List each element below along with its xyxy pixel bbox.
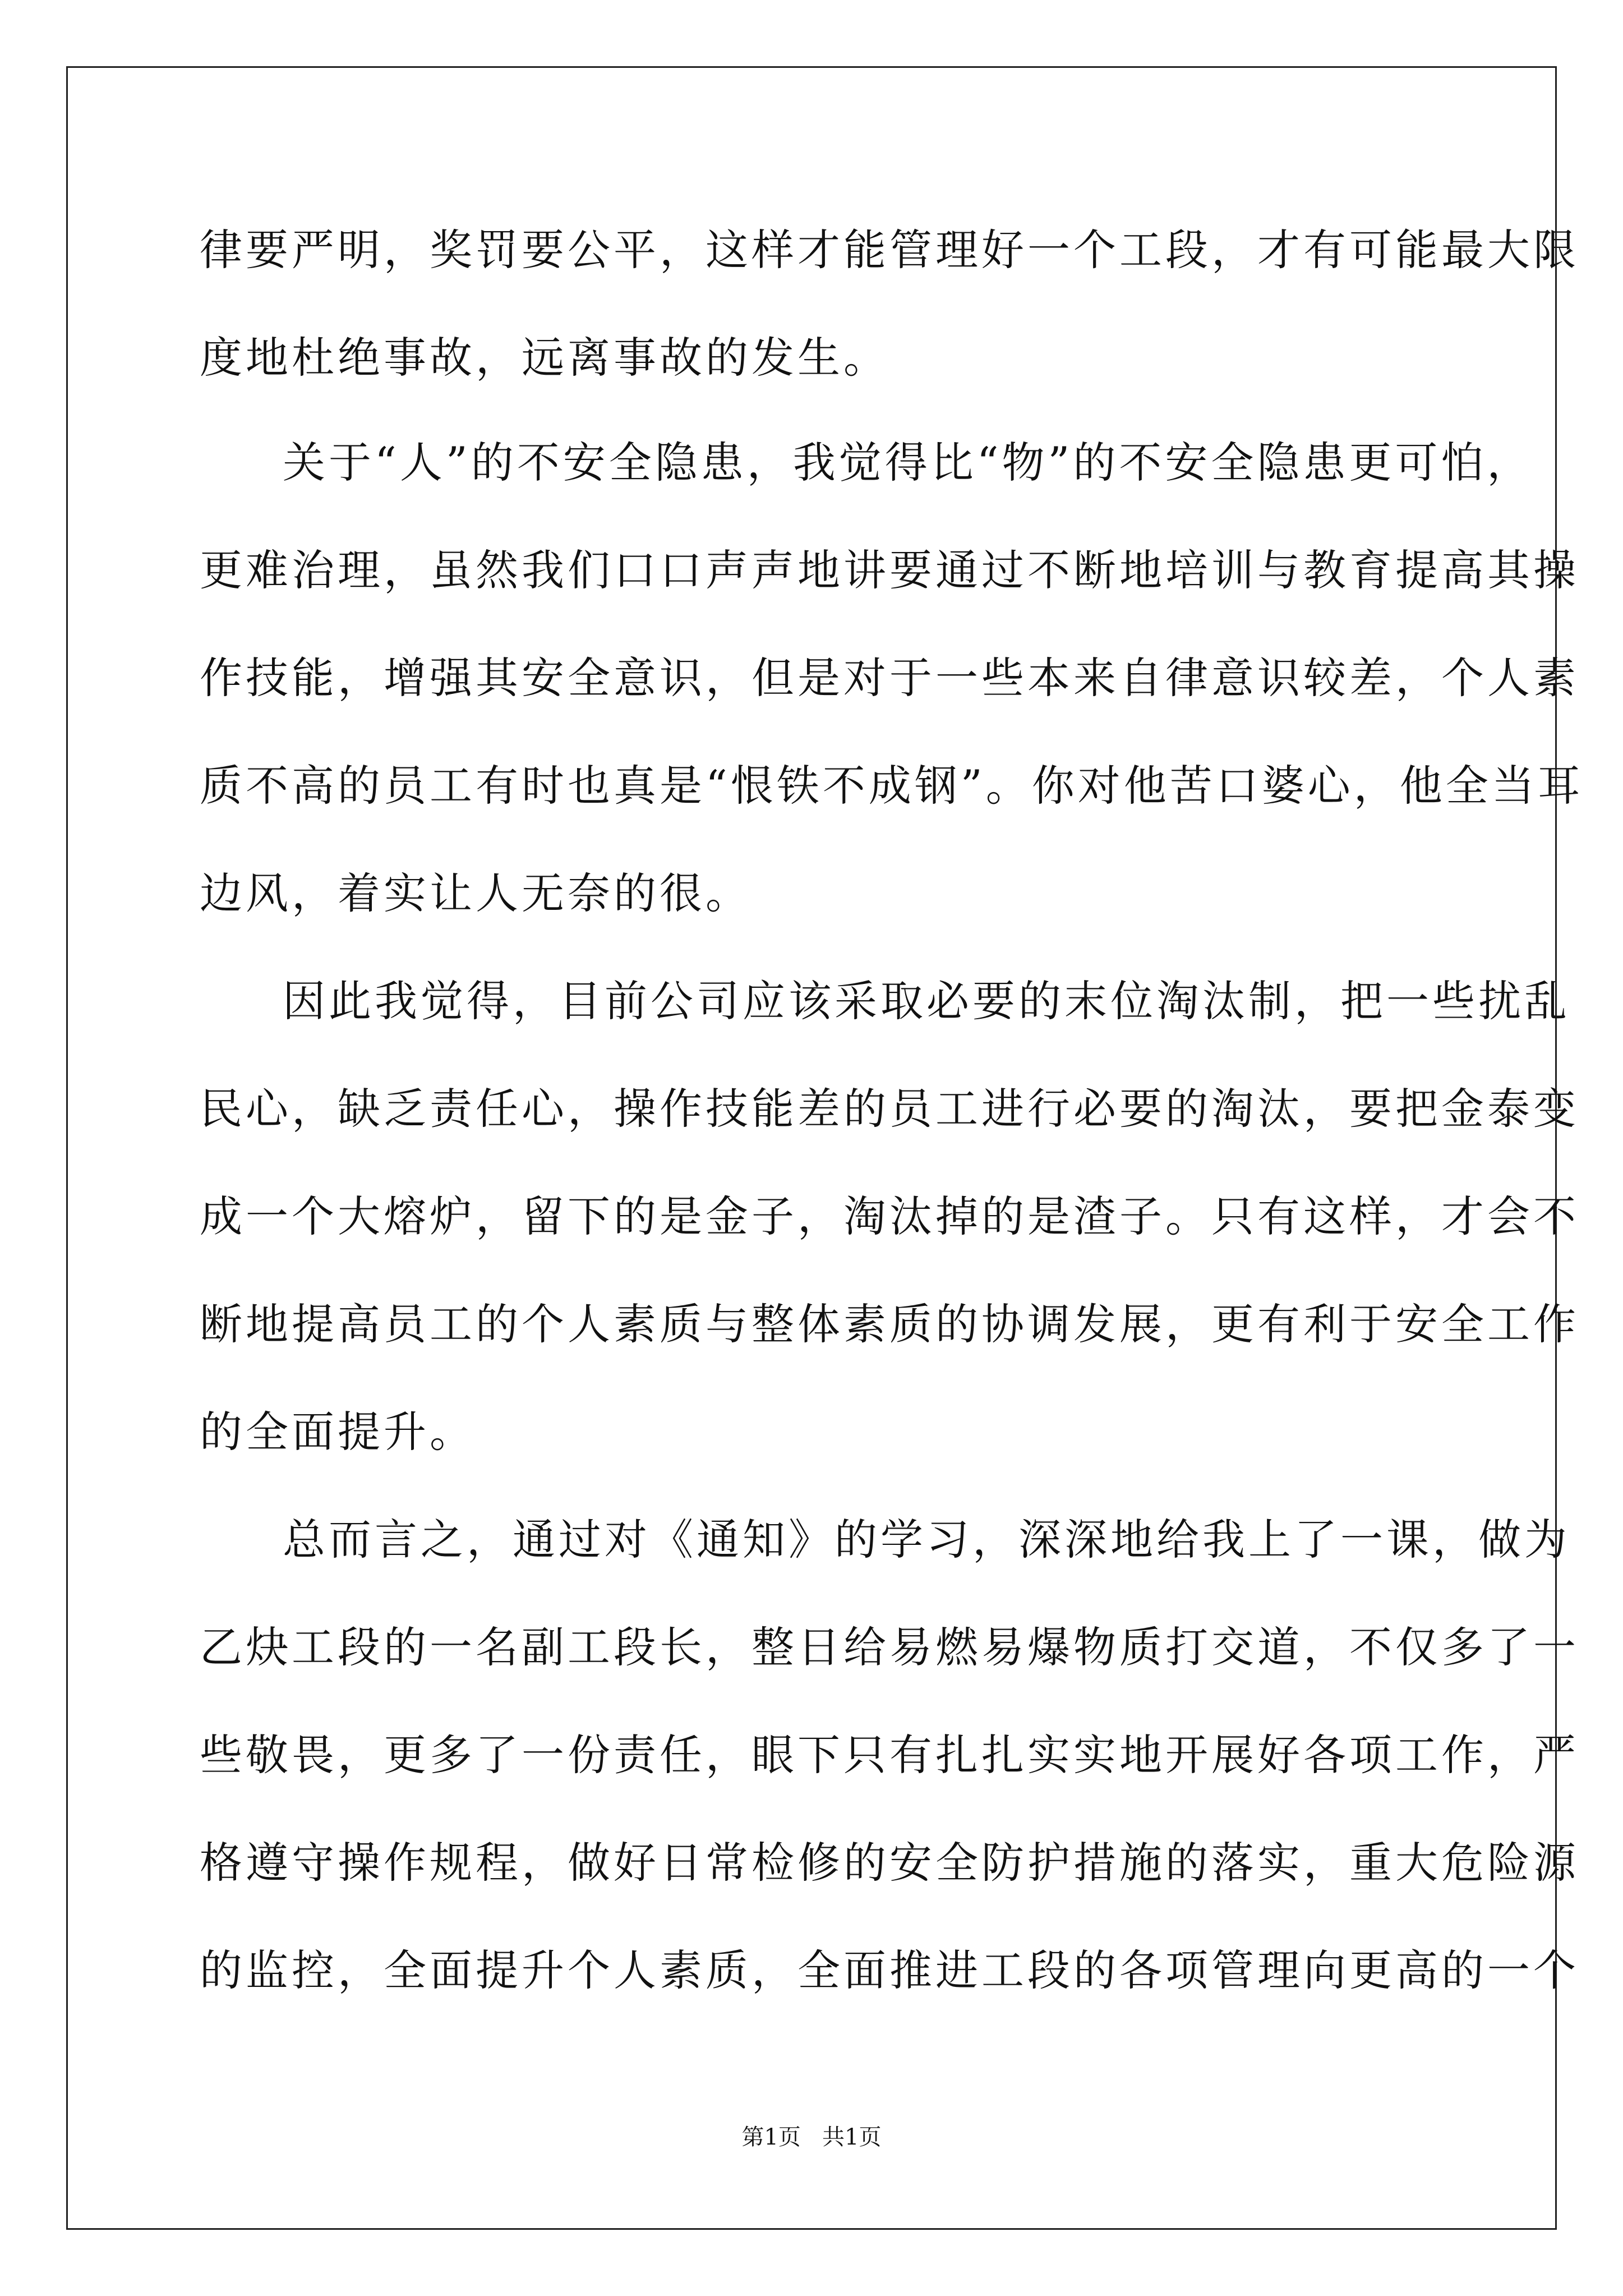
- text-line-7: 边风，着实让人无奈的很。: [200, 868, 751, 918]
- text-line-8-paragraph-start: 因此我觉得，目前公司应该采取必要的末位淘汰制，把一些扰乱: [283, 976, 1570, 1026]
- text-line-12: 的全面提升。: [200, 1407, 476, 1457]
- text-line-6: 质不高的员工有时也真是“恨铁不成钢”。你对他苦口婆心，他全当耳: [200, 761, 1584, 811]
- text-line-4: 更难治理，虽然我们口口声声地讲要通过不断地培训与教育提高其操: [200, 545, 1579, 595]
- text-line-13-paragraph-start: 总而言之，通过对《通知》的学习，深深地给我上了一课，做为: [283, 1515, 1570, 1565]
- text-line-10: 成一个大熔炉，留下的是金子，淘汰掉的是渣子。只有这样，才会不: [200, 1191, 1579, 1241]
- text-line-16: 格遵守操作规程，做好日常检修的安全防护措施的落实，重大危险源: [200, 1838, 1579, 1888]
- text-line-11: 断地提高员工的个人素质与整体素质的协调发展，更有利于安全工作: [200, 1299, 1579, 1349]
- text-line-15: 些敬畏，更多了一份责任，眼下只有扎扎实实地开展好各项工作，严: [200, 1730, 1579, 1780]
- text-line-5: 作技能，增强其安全意识，但是对于一些本来自律意识较差，个人素: [200, 653, 1579, 703]
- text-line-14: 乙炔工段的一名副工段长，整日给易燃易爆物质打交道，不仅多了一: [200, 1622, 1579, 1672]
- text-line-2: 度地杜绝事故，远离事故的发生。: [200, 333, 889, 383]
- text-line-1: 律要严明，奖罚要公平，这样才能管理好一个工段，才有可能最大限: [200, 225, 1579, 275]
- text-line-9: 民心，缺乏责任心，操作技能差的员工进行必要的淘汰，要把金泰变: [200, 1084, 1579, 1134]
- page-footer: 第1页 共1页: [741, 2124, 882, 2150]
- page-border: [66, 66, 1584, 2230]
- text-line-17: 的监控，全面提升个人素质，全面推进工段的各项管理向更高的一个: [200, 1945, 1579, 1995]
- text-line-3-paragraph-start: 关于“人”的不安全隐患，我觉得比“物”的不安全隐患更可怕，: [283, 438, 1533, 487]
